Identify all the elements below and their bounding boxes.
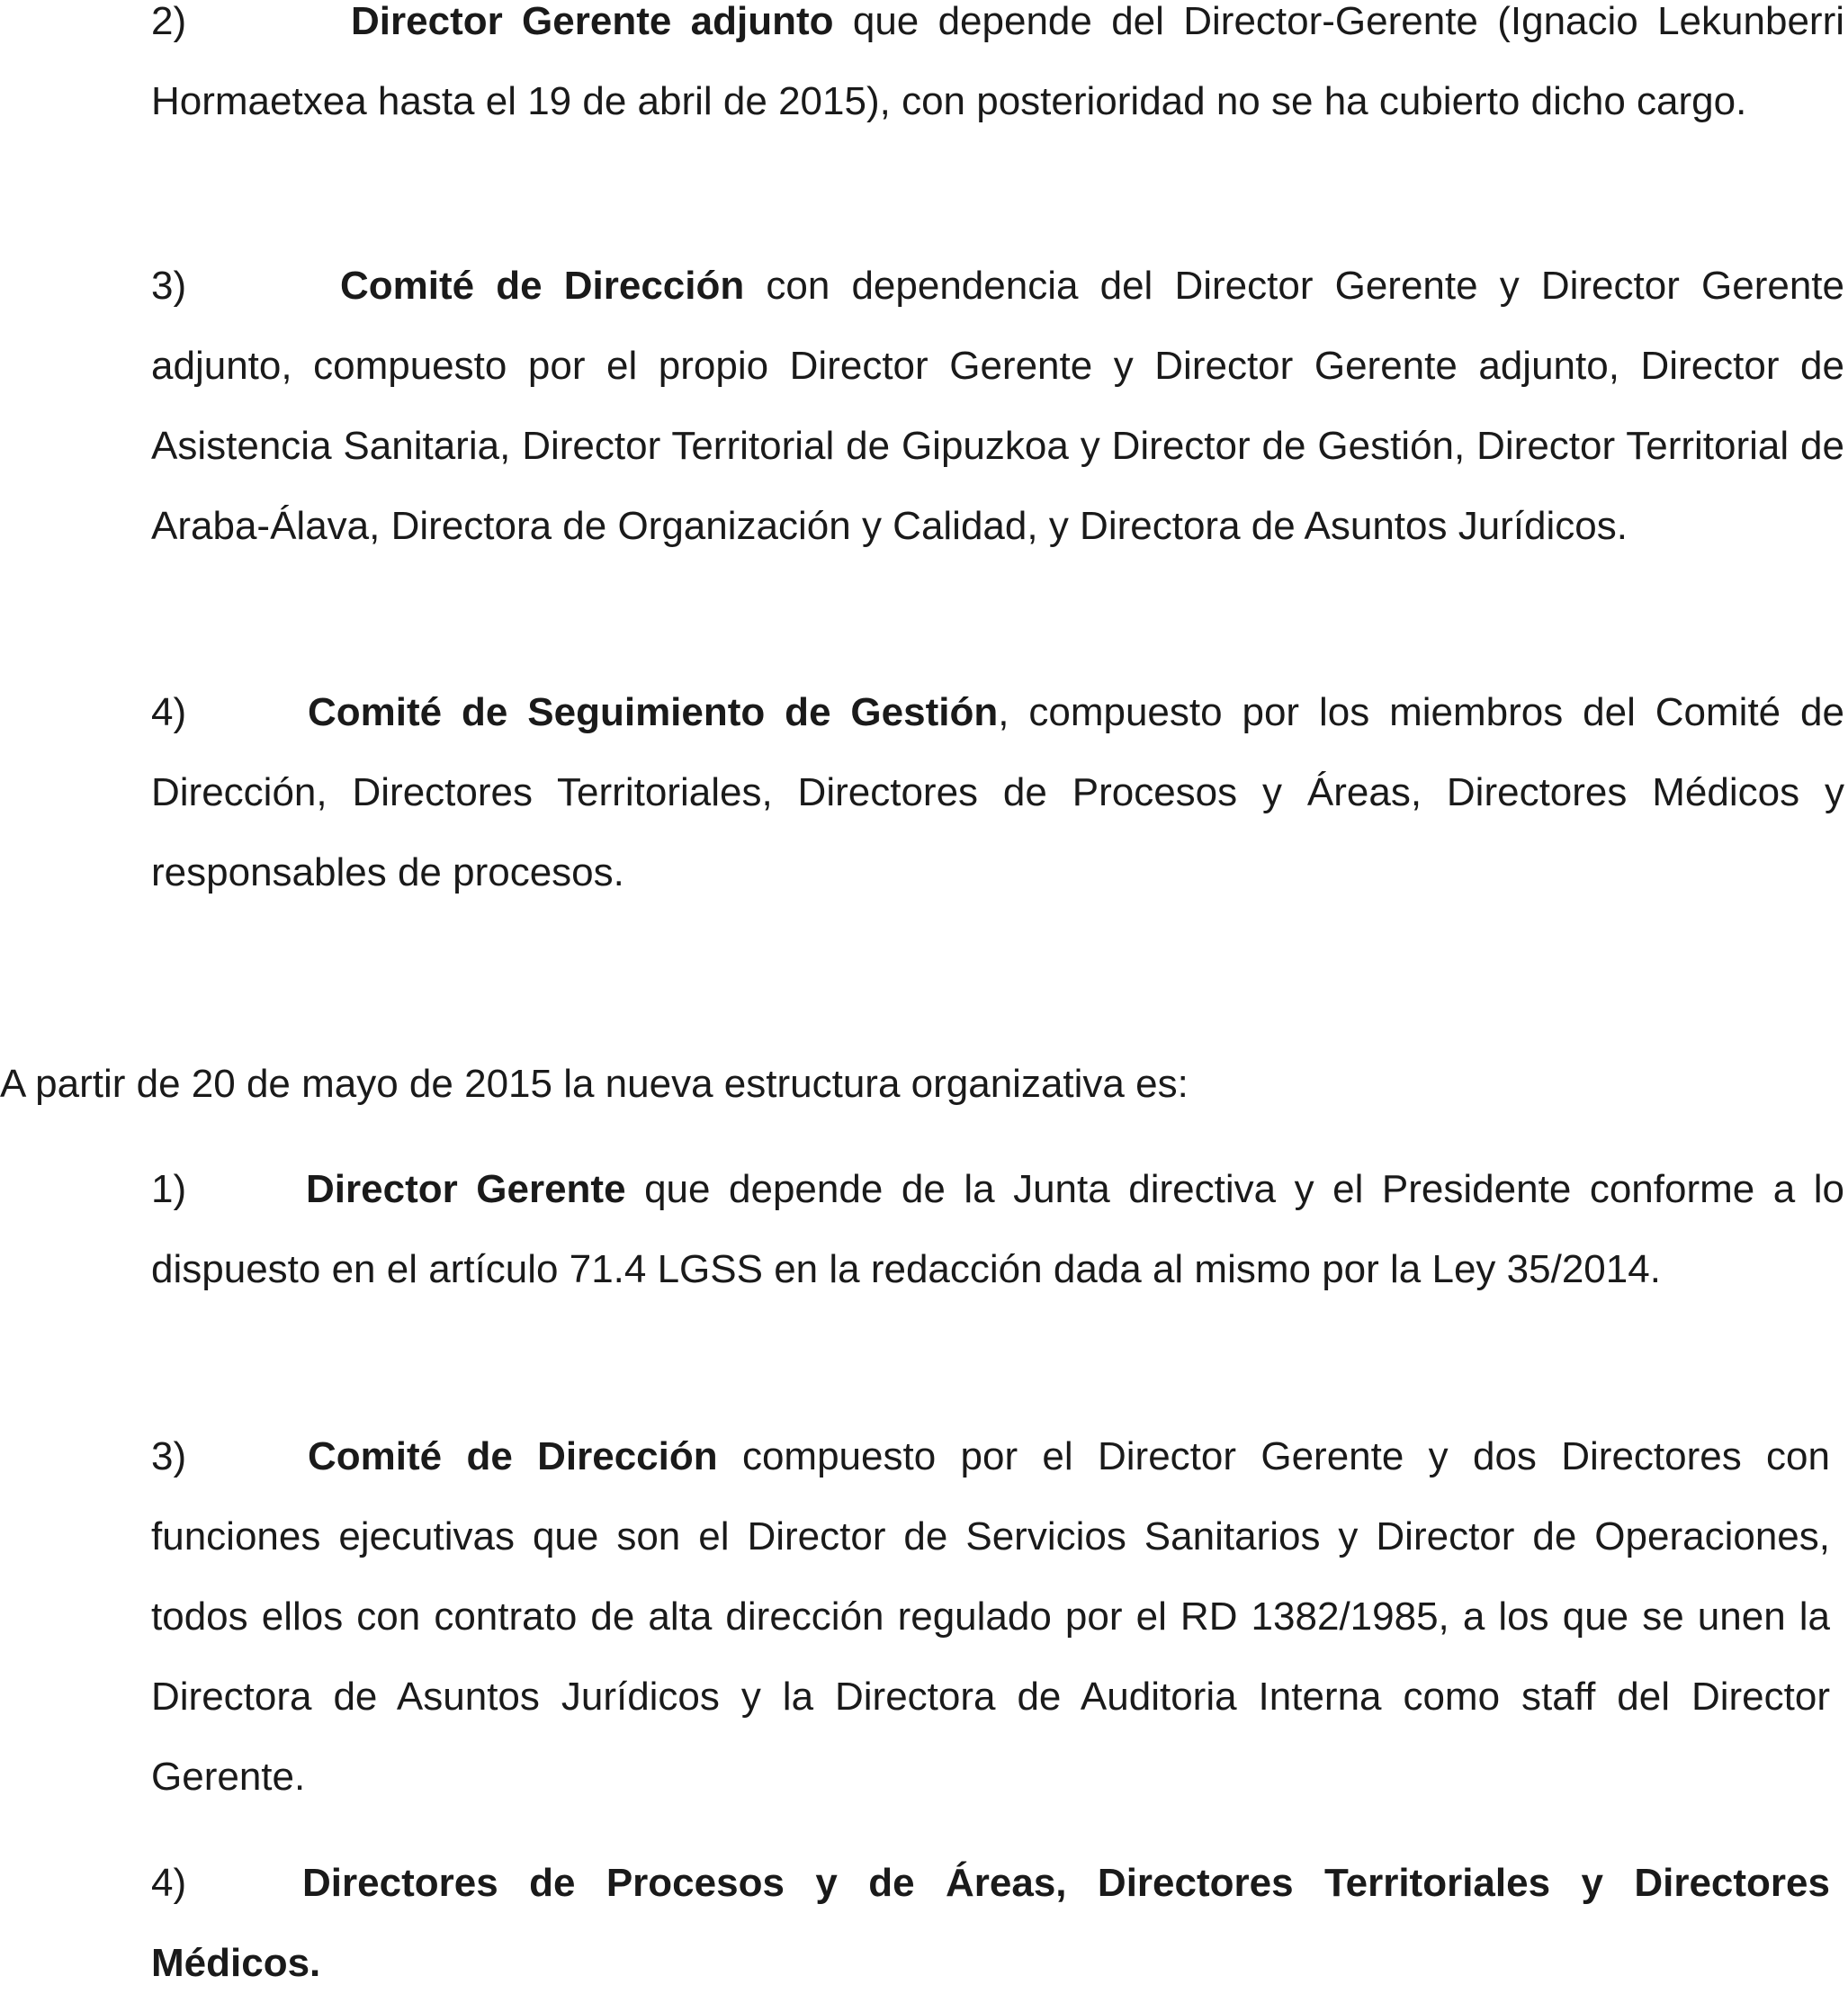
intro-paragraph: A partir de 20 de mayo de 2015 la nueva estructura organizativa es: xyxy=(0,1062,1189,1106)
item-text: , compuesto por los miembros del Comité de Dirección, Directores Territoriales, Directores de Procesos y Áreas, Directores Médicos y responsables de procesos. xyxy=(151,690,1844,894)
item-text: compuesto por el Director Gerente y dos Directores con funciones ejecutivas que son el Director de Servicios Sanitarios y Director de Operaciones, todos ellos con contrato de alta dirección regulado por el RD 1382/1985, a los que se unen la Directora de Asuntos Jurídicos y la Directora de Auditoria Interna como staff del Director Gerente. xyxy=(151,1434,1830,1799)
list-item-directores-procesos: 4) Directores de Procesos y de Áreas, Directores Territoriales y Directores Médicos. xyxy=(151,1861,1830,1985)
item-text: que depende de la Junta directiva y el Presidente conforme a lo dispuesto en el artículo 71.4 LGSS en la redacción dada al mismo por la Ley 35/2014. xyxy=(151,1167,1845,1291)
item-title: Director Gerente xyxy=(306,1167,626,1211)
item-title: Comité de Seguimiento de Gestión xyxy=(308,690,999,734)
item-title: Comité de Dirección xyxy=(308,1434,718,1478)
item-title: Directores de Procesos y de Áreas, Directores Territoriales y Directores Médicos. xyxy=(151,1861,1830,1985)
list-item-comite-direccion-after: 3) Comité de Dirección compuesto por el Director Gerente y dos Directores con funciones ejecutivas que son el Director de Servicios Sanitarios y Director de Operaciones, todos ellos con contrato de alta dirección regulado por el RD 1382/1985, a los que se unen la Directora de Asuntos Jurídicos y la Directora de Auditoria Interna como staff del Director Gerente. xyxy=(151,1434,1830,1799)
list-item-comite-direccion-before: 3) Comité de Dirección con dependencia del Director Gerente y Director Gerente adjunto, compuesto por el propio Director Gerente y Director Gerente adjunto, Director de Asistencia Sanitaria, Director Territorial de Gipuzkoa y Director de Gestión, Director Territorial de Araba-Álava, Directora de Organización y Calidad, y Directora de Asuntos Jurídicos. xyxy=(151,264,1844,548)
list-item-director-gerente: 1) Director Gerente que depende de la Junta directiva y el Presidente conforme a lo dispuesto en el artículo 71.4 LGSS en la redacción dada al mismo por la Ley 35/2014. xyxy=(151,1167,1845,1291)
list-item-director-gerente-adjunto: 2) Director Gerente adjunto que depende del Director-Gerente (Ignacio Lekunberri Hormaetxea hasta el 19 de abril de 2015), con posterioridad no se ha cubierto dicho cargo. xyxy=(151,0,1844,123)
item-title: Comité de Dirección xyxy=(340,264,745,308)
item-text: que depende del Director-Gerente (Ignacio Lekunberri Hormaetxea hasta el 19 de abril de 2015), con posterioridad no se ha cubierto dicho cargo. xyxy=(151,0,1844,123)
list-item-comite-seguimiento: 4) Comité de Seguimiento de Gestión, compuesto por los miembros del Comité de Dirección, Directores Territoriales, Directores de Procesos y Áreas, Directores Médicos y responsables de procesos. xyxy=(151,690,1844,894)
item-text: con dependencia del Director Gerente y Director Gerente adjunto, compuesto por el propio Director Gerente y Director Gerente adjunto, Director de Asistencia Sanitaria, Director Territorial de Gipuzkoa y Director de Gestión, Director Territorial de Araba-Álava, Directora de Organización y Calidad, y Directora de Asuntos Jurídicos. xyxy=(151,264,1844,548)
item-title: Director Gerente adjunto xyxy=(351,0,834,43)
